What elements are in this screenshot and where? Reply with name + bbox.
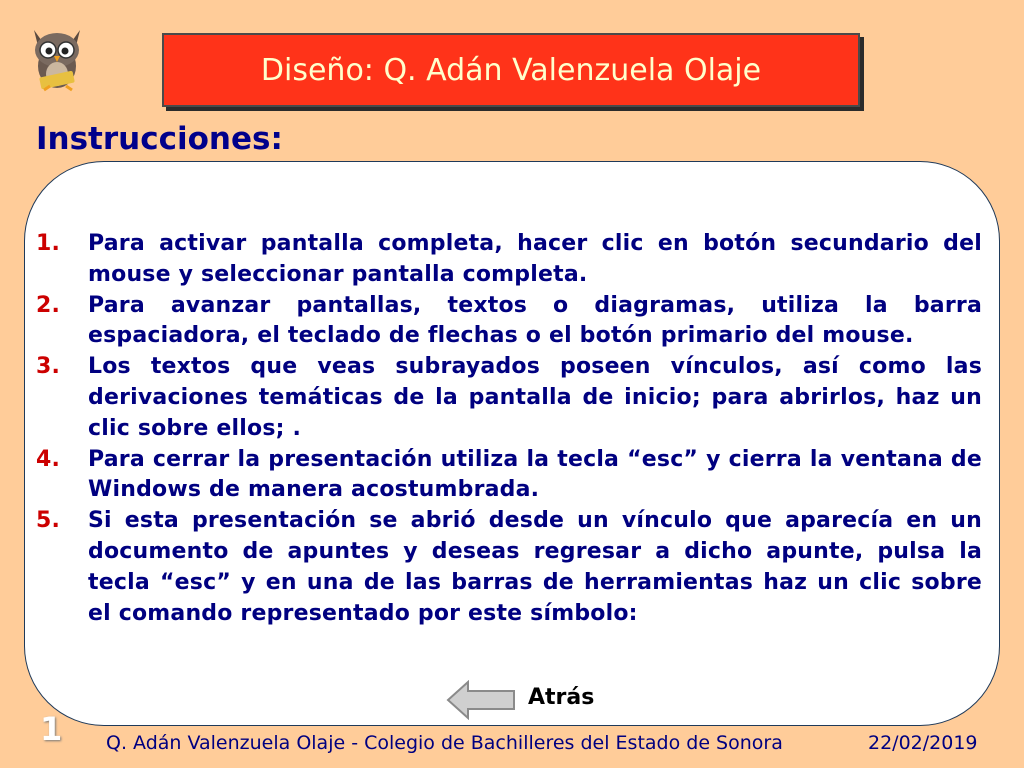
list-item-text: Para avanzar pantallas, textos o diagramas, utiliza la barra espaciadora, el teclado de flechas o el botón primario del mouse. [88,292,982,349]
list-item-number: 4. [36,446,61,472]
list-item-number: 5. [36,508,61,534]
instructions-heading: Instrucciones: [36,121,283,157]
list-item-text: Para cerrar la presentación utiliza la tecla “esc” y cierra la ventana de Windows de manera acostumbrada. [88,446,982,503]
title-banner [162,33,860,107]
back-link[interactable]: Atrás [528,685,595,710]
instructions-list [36,229,982,629]
back-arrow-icon[interactable] [446,680,516,720]
list-item-text: Los textos que veas subrayados poseen vínculos, así como las derivaciones temáticas de la pantalla de inicio; para abrirlos, haz un clic sobre ellos; . [88,354,982,441]
list-item-text: Para activar pantalla completa, hacer clic en botón secundario del mouse y seleccionar pantalla completa. [88,231,982,287]
owl-mascot-icon [22,22,92,96]
list-item [36,229,982,291]
footer-credit: Q. Adán Valenzuela Olaje - Colegio de Bachilleres del Estado de Sonora [106,732,783,754]
list-item [36,352,982,444]
list-item-text: Si esta presentación se abrió desde un vínculo que aparecía en un documento de apuntes y deseas regresar a dicho apunte, pulsa la tecla “esc” y en una de las barras de herramientas haz un clic sobre el comando representado por este símbolo: [88,508,982,626]
footer-date: 22/02/2019 [868,732,978,754]
list-item-number: 1. [36,231,61,256]
list-item [36,445,982,507]
list-item [36,291,982,353]
list-item-number: 3. [36,354,61,380]
list-item [36,506,982,629]
list-item-number: 2. [36,292,61,318]
slide-number: 1 [40,710,63,748]
page-title: Diseño: Q. Adán Valenzuela Olaje [260,52,762,88]
